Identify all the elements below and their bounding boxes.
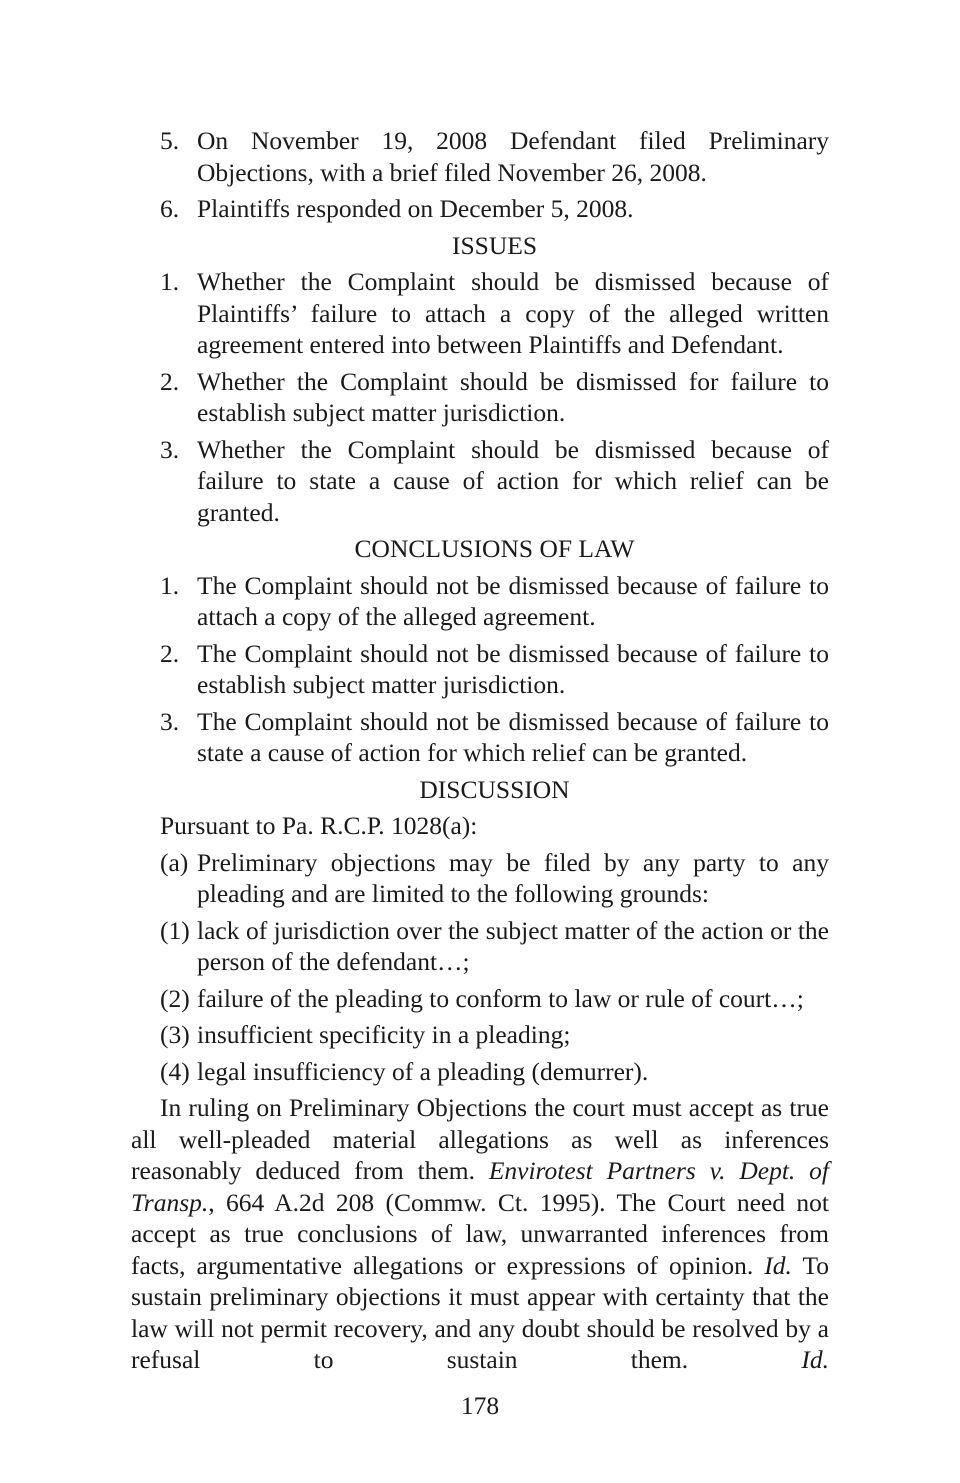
conclusion-number: 2.: [160, 638, 180, 668]
paragraph-text: , 664 A.2d 208 (Commw. Ct. 1995). The Court need not accept as true conclusions of law, unwarranted inferences from facts, argumentative allegations or expressions of opinion.: [131, 1187, 829, 1280]
rule-text: Preliminary objections may be filed by any party to any pleading and are limited to the following grounds:: [197, 847, 829, 908]
issue-item: [131, 266, 829, 361]
issues-heading: ISSUES: [451, 230, 538, 260]
conclusion-number: 1.: [160, 570, 180, 600]
issue-item: [131, 366, 829, 429]
conclusion-item: [131, 706, 829, 769]
conclusion-item: [131, 570, 829, 633]
page-number: 178: [460, 1391, 500, 1420]
issue-text: Whether the Complaint should be dismissed because of failure to state a cause of action for which relief can be granted.: [197, 434, 829, 527]
issue-number: 2.: [160, 366, 180, 396]
fact-number: 6.: [160, 194, 180, 223]
rule-number: (4): [160, 1056, 190, 1086]
paragraph-text: In ruling on Preliminary Objections the court must accept as true all well-pleaded material allegations as well as inferences reasonably deduced from them.: [131, 1093, 829, 1185]
rule-item: [131, 1019, 829, 1051]
discussion-paragraph: [131, 1092, 829, 1376]
rule-number: (1): [160, 915, 190, 945]
issue-item: [131, 434, 829, 529]
rule-item: [131, 983, 829, 1015]
conclusion-text: The Complaint should not be dismissed because of failure to establish subject matter jurisdiction.: [197, 638, 829, 699]
rule-text: legal insufficiency of a pleading (demurrer).: [197, 1056, 649, 1086]
issue-text: Whether the Complaint should be dismissed because of Plaintiffs’ failure to attach a copy of the alleged written agreement entered into between Plaintiffs and Defendant.: [197, 267, 829, 359]
issue-text: Whether the Complaint should be dismissed for failure to establish subject matter jurisdiction.: [197, 366, 829, 427]
paragraph-text: To sustain preliminary objections it must appear with certainty that the law will not permit recovery, and any doubt should be resolved by a refusal to sustain them.: [131, 1250, 829, 1374]
conclusion-text: The Complaint should not be dismissed because of failure to attach a copy of the alleged agreement.: [197, 570, 829, 631]
page-content: [131, 125, 829, 1376]
rule-text: lack of jurisdiction over the subject matter of the action or the person of the defendant…;: [197, 915, 829, 976]
case-citation: Envirotest Partners v. Dept. of Transp.: [131, 1156, 830, 1217]
rule-number: (2): [160, 983, 190, 1013]
conclusion-number: 3.: [160, 706, 180, 736]
conclusion-text: The Complaint should not be dismissed because of failure to state a cause of action for which relief can be granted.: [197, 706, 829, 767]
fact-number: 5.: [160, 126, 180, 155]
id-citation: Id.: [764, 1250, 792, 1280]
rule-item: [131, 847, 829, 910]
fact-item: [131, 193, 829, 225]
rule-text: failure of the pleading to conform to law or rule of court…;: [197, 983, 804, 1013]
rule-text: insufficient specificity in a pleading;: [197, 1020, 571, 1049]
conclusions-heading: CONCLUSIONS OF LAW: [354, 534, 635, 563]
issue-number: 1.: [160, 267, 180, 296]
fact-text: On November 19, 2008 Defendant filed Preliminary Objections, with a brief filed November 26, 2008.: [197, 126, 829, 187]
id-citation: Id.: [801, 1345, 829, 1374]
rule-item: [131, 915, 829, 978]
issue-number: 3.: [160, 434, 180, 464]
rule-item: [131, 1056, 829, 1088]
discussion-heading: DISCUSSION: [419, 774, 570, 804]
discussion-lead: Pursuant to Pa. R.C.P. 1028(a):: [160, 811, 478, 840]
conclusion-item: [131, 638, 829, 701]
rule-number: (3): [160, 1020, 190, 1049]
fact-item: [131, 125, 829, 188]
rule-number: (a): [160, 847, 189, 877]
fact-text: Plaintiffs responded on December 5, 2008.: [197, 194, 634, 223]
